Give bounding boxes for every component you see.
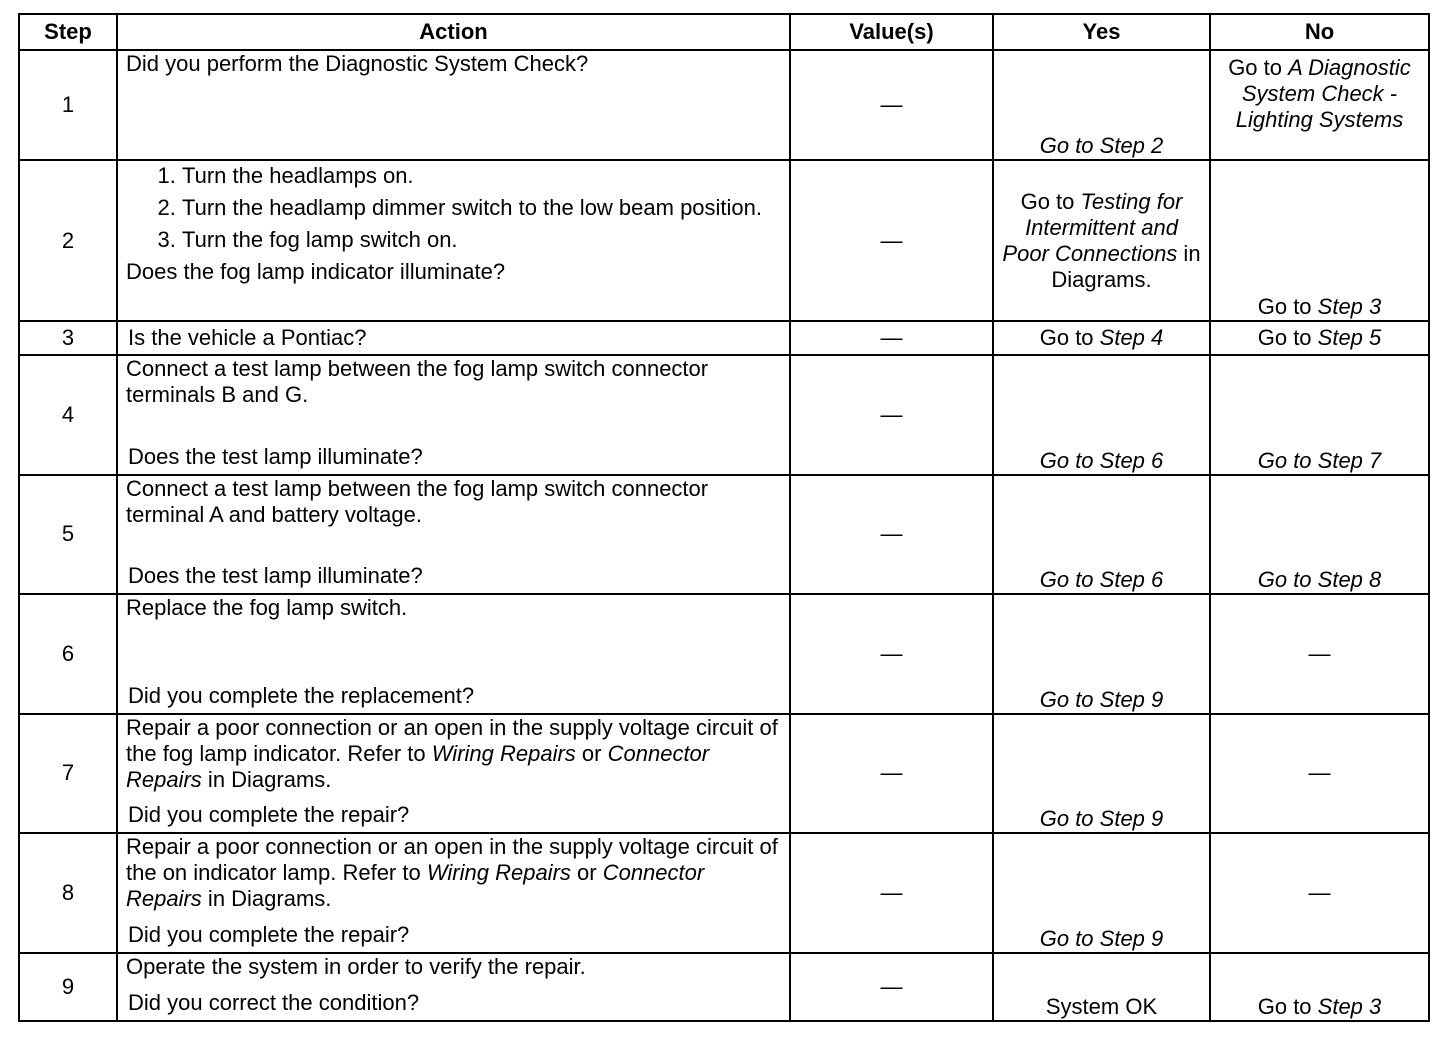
yes-link: Go to Step 6	[1039, 447, 1164, 473]
yes-link: Testing for Intermittent and Poor Connections	[1002, 188, 1183, 266]
step-number: 7	[19, 714, 117, 833]
value-cell: —	[790, 475, 993, 594]
header-step: Step	[19, 14, 117, 50]
action-cell	[117, 714, 790, 833]
no-link: Go to Step 8	[1257, 567, 1382, 593]
no-link: A Diagnostic System Check - Lighting Systems	[1235, 55, 1411, 132]
yes-cell	[993, 321, 1210, 355]
yes-text: System OK	[1045, 994, 1158, 1019]
no-cell: —	[1210, 594, 1429, 713]
no-link: Go to Step 7	[1257, 447, 1382, 473]
yes-cell	[993, 594, 1210, 713]
step-number: 8	[19, 833, 117, 952]
action-question: Is the vehicle a Pontiac?	[128, 325, 367, 351]
action-cell	[117, 475, 790, 594]
no-cell	[1210, 475, 1429, 594]
action-instruction: Connect a test lamp between the fog lamp switch connector terminals B and G.	[126, 356, 709, 408]
yes-link: Go to Step 9	[1039, 925, 1164, 951]
table-row	[19, 953, 1429, 1021]
value-cell: —	[790, 833, 993, 952]
step-number: 3	[19, 321, 117, 355]
action-list-item: 2. Turn the headlamp dimmer switch to the low beam position.	[182, 195, 781, 221]
no-pre: Go to	[1257, 325, 1318, 351]
instruction-text: or	[570, 860, 603, 886]
no-pre: Go to	[1257, 294, 1318, 320]
yes-link: Go to Step 9	[1039, 806, 1164, 832]
action-cell	[117, 160, 790, 321]
no-cell	[1210, 321, 1429, 355]
no-cell	[1210, 50, 1429, 160]
yes-cell	[993, 475, 1210, 594]
yes-link: Go to Step 9	[1039, 686, 1164, 712]
yes-cell	[993, 833, 1210, 952]
action-cell	[117, 953, 790, 1021]
no-cell	[1210, 953, 1429, 1021]
step-number: 1	[19, 50, 117, 160]
yes-link: Go to Step 6	[1039, 567, 1164, 593]
no-cell: —	[1210, 714, 1429, 833]
instruction-text: Repair a poor connection or an open in the supply voltage circuit of the on indicator lamp. Refer to	[126, 834, 778, 886]
instruction-text: in Diagrams.	[201, 886, 332, 912]
no-link: Step 5	[1317, 325, 1382, 351]
yes-cell	[993, 50, 1210, 160]
table-row	[19, 714, 1429, 833]
action-instruction	[126, 834, 781, 912]
value-cell: —	[790, 160, 993, 321]
action-question: Did you complete the replacement?	[128, 682, 475, 708]
action-question: Does the test lamp illuminate?	[128, 563, 423, 589]
connector-repairs-ref: Connector Repairs	[126, 740, 710, 792]
connector-repairs-ref: Connector Repairs	[126, 860, 705, 912]
action-cell	[117, 594, 790, 713]
action-list-item: 3. Turn the fog lamp switch on.	[182, 227, 781, 253]
yes-pre: Go to	[1020, 188, 1081, 214]
wiring-repairs-ref: Wiring Repairs	[426, 860, 571, 886]
no-link: Step 3	[1317, 294, 1382, 320]
yes-cell	[993, 160, 1210, 321]
wiring-repairs-ref: Wiring Repairs	[431, 740, 576, 766]
no-cell: —	[1210, 833, 1429, 952]
yes-cell	[993, 355, 1210, 474]
no-cell	[1210, 355, 1429, 474]
table-row	[19, 594, 1429, 713]
instruction-text: in Diagrams.	[201, 766, 332, 792]
action-question: Did you perform the Diagnostic System Check?	[126, 51, 589, 76]
action-cell	[117, 50, 790, 160]
action-list-item: 1. Turn the headlamps on.	[182, 163, 781, 189]
header-action: Action	[117, 14, 790, 50]
diagnostic-table	[18, 13, 1430, 1022]
step-number: 4	[19, 355, 117, 474]
value-cell: —	[790, 50, 993, 160]
instruction-text: Repair a poor connection or an open in the supply voltage circuit of the fog lamp indicator. Refer to	[126, 714, 778, 766]
yes-link: Go to Step 2	[1039, 133, 1164, 159]
header-yes: Yes	[993, 14, 1210, 50]
header-row	[19, 14, 1429, 50]
table-row	[19, 321, 1429, 355]
action-cell	[117, 833, 790, 952]
action-cell	[117, 355, 790, 474]
action-list	[126, 163, 781, 253]
value-cell: —	[790, 321, 993, 355]
header-values: Value(s)	[790, 14, 993, 50]
yes-post: in Diagrams.	[1051, 240, 1201, 292]
yes-cell	[993, 953, 1210, 1021]
value-cell: —	[790, 953, 993, 1021]
action-question: Does the test lamp illuminate?	[128, 443, 423, 469]
action-question: Does the fog lamp indicator illuminate?	[126, 259, 506, 285]
step-number: 2	[19, 160, 117, 321]
table-row	[19, 160, 1429, 321]
yes-link: Step 4	[1099, 325, 1164, 351]
no-link: Step 3	[1317, 994, 1382, 1019]
step-number: 5	[19, 475, 117, 594]
value-cell: —	[790, 714, 993, 833]
no-pre: Go to	[1257, 994, 1318, 1019]
table-row	[19, 50, 1429, 160]
table-row	[19, 355, 1429, 474]
header-no: No	[1210, 14, 1429, 50]
yes-cell	[993, 714, 1210, 833]
action-question: Did you complete the repair?	[128, 921, 410, 947]
step-number: 6	[19, 594, 117, 713]
action-instruction	[126, 715, 781, 793]
step-number: 9	[19, 953, 117, 1021]
value-cell: —	[790, 355, 993, 474]
value-cell: —	[790, 594, 993, 713]
action-instruction: Connect a test lamp between the fog lamp switch connector terminal A and battery voltage.	[126, 475, 709, 527]
no-pre: Go to	[1228, 55, 1289, 80]
action-question: Did you correct the condition?	[128, 990, 420, 1015]
table-row	[19, 475, 1429, 594]
table-row	[19, 833, 1429, 952]
no-cell	[1210, 160, 1429, 321]
instruction-text: or	[575, 740, 608, 766]
action-cell	[117, 321, 790, 355]
action-instruction: Operate the system in order to verify the repair.	[126, 953, 586, 979]
action-instruction: Replace the fog lamp switch.	[126, 595, 408, 621]
yes-pre: Go to	[1039, 325, 1100, 351]
action-question: Did you complete the repair?	[128, 802, 410, 828]
